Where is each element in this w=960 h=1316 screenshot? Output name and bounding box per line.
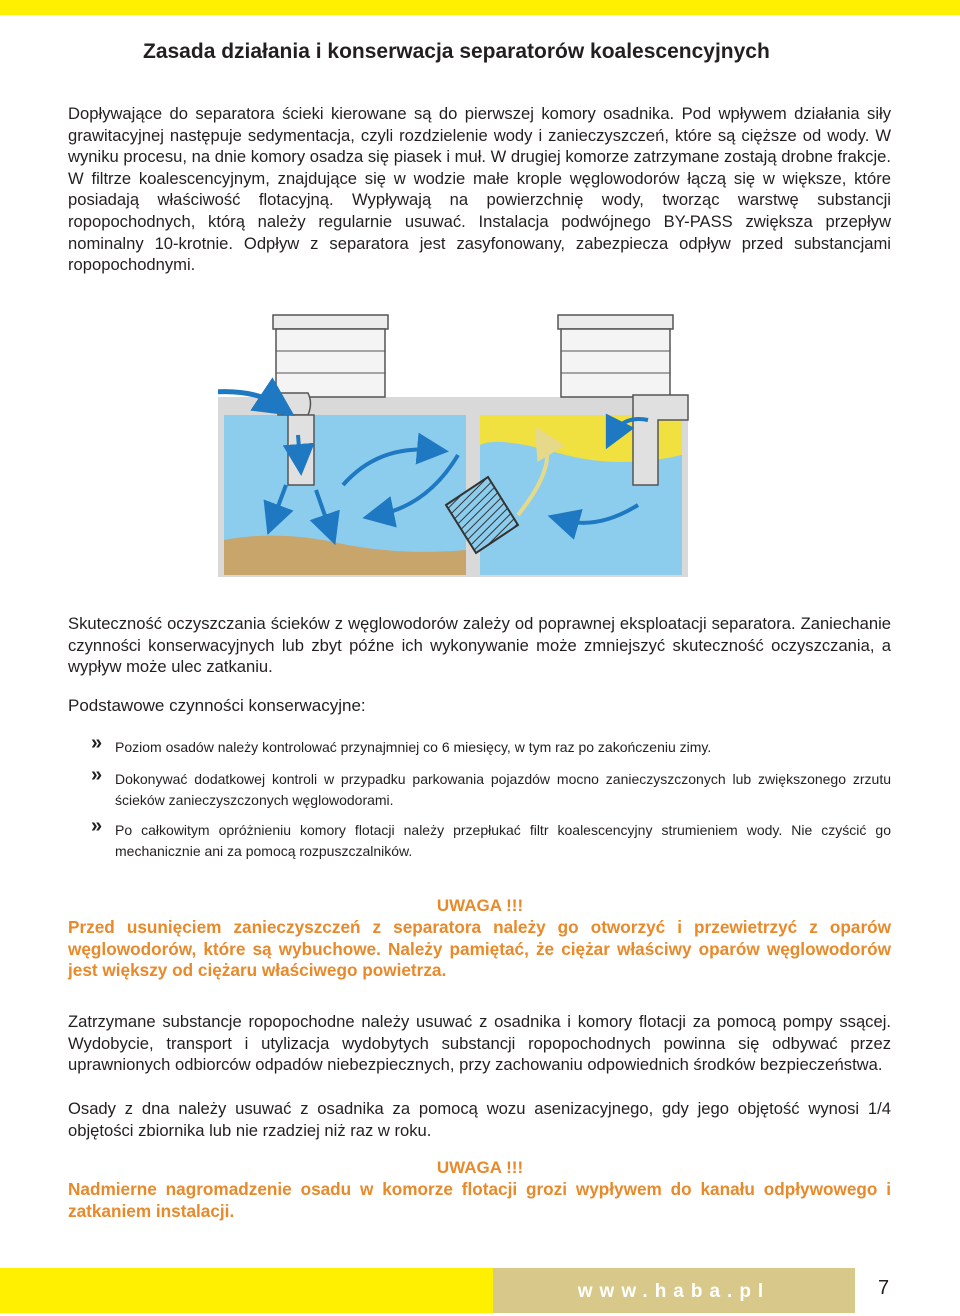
page-number: 7 — [878, 1277, 890, 1299]
warning-text-2: Nadmierne nagromadzenie osadu w komorze flotacji grozi wypływem do kanału odpływowego i zatkaniem instalacji. — [68, 1179, 891, 1221]
bullet-chevron-icon: » — [91, 764, 103, 786]
maintenance-heading: Podstawowe czynności konserwacyjne: — [68, 696, 366, 715]
intro-paragraph: Dopływające do separatora ścieki kierowane są do pierwszej komory osadnika. Pod wpływem działania siły grawitacyjnej następuje sedymentacja, czyli rozdzielenie wody i zanieczyszczeń, które są cięższe od wody. W wyniku procesu, na dnie komory osadza się piasek i muł. W drugiej komorze zatrzymane zostają drobne frakcje. W filtrze koalescencyjnym, znajdujące się w wodzie małe krople węglowodorów łączą się w większe, które posiadają właściwość flotacyjną. Wypływają na powierzchnię wody, tworząc warstwę substancji ropopochodnych, którą należy regularnie usuwać. Instalacja podwójnego BY-PASS zwiększa przepływ nominalny 10-krotnie. Odpływ z separatora jest zasyfonowany, zabezpiecza odpływ przed substancjami ropopochodnymi. — [68, 104, 891, 275]
page-title: Zasada działania i konserwacja separatorów koalescencyjnych — [143, 40, 770, 63]
removal-paragraph: Zatrzymane substancje ropopochodne należy usuwać z osadnika i komory flotacji za pomocą pompy ssącej. Wydobycie, transport i utylizacja wydobytych substancji ropopochodnych powinna się odbywać przez uprawnionych odbiorców odpadów niebezpiecznych, przy zachowaniu odpowiednich środków bezpieczeństwa. — [68, 1012, 891, 1075]
separator-diagram — [218, 305, 738, 595]
sediment-paragraph: Osady z dna należy usuwać z osadnika za pomocą wozu asenizacyjnego, gdy jego objętość wynosi 1/4 objętości zbiornika lub nie rzadziej niż raz w roku. — [68, 1099, 891, 1140]
warning-text-1: Przed usunięciem zanieczyszczeń z separatora należy go otworzyć i przewietrzyć z oparów węglowodorów, które są wybuchowe. Należy pamiętać, że ciężar właściwy oparów węglowodorów jest większy od ciężaru właściwego powietrza. — [68, 917, 891, 981]
effectiveness-paragraph: Skuteczność oczyszczania ścieków z węglowodorów zależy od poprawnej eksploatacji separatora. Zaniechanie czynności konserwacyjnych lub zbyt późne ich wykonywanie może zmniejszyć skuteczność oczyszczania, a wypływ może ulec zatkaniu. — [68, 614, 891, 677]
maintenance-bullet-3 — [68, 815, 891, 862]
manhole-left — [273, 315, 388, 397]
bullet-chevron-icon: » — [91, 732, 103, 754]
bullet-text: Poziom osadów należy kontrolować przynajmniej co 6 miesięcy, w tym raz po zakończeniu zimy. — [115, 739, 712, 755]
bullet-text: Po całkowitym opróżnieniu komory flotacji należy przepłukać filtr koalescencyjny strumieniem wody. Nie czyścić go mechanicznie ani za pomocą rozpuszczalników. — [115, 822, 891, 859]
maintenance-bullet-1 — [68, 732, 891, 758]
top-accent-bar — [0, 0, 960, 15]
bullet-text: Dokonywać dodatkowej kontroli w przypadku parkowania pojazdów mocno zanieczyszczonych lub zwiększonego zrzutu ścieków zanieczyszczonych węglowodorami. — [115, 771, 891, 808]
bullet-chevron-icon: » — [91, 815, 103, 837]
footer-yellow-band — [0, 1268, 493, 1313]
warning-label-2: UWAGA !!! — [436, 1158, 524, 1177]
footer-website-link[interactable]: www.haba.pl — [577, 1281, 771, 1302]
manhole-right — [558, 315, 673, 397]
warning-label-1: UWAGA !!! — [436, 896, 524, 915]
maintenance-bullet-2 — [68, 764, 891, 811]
chamber-left — [224, 415, 466, 575]
